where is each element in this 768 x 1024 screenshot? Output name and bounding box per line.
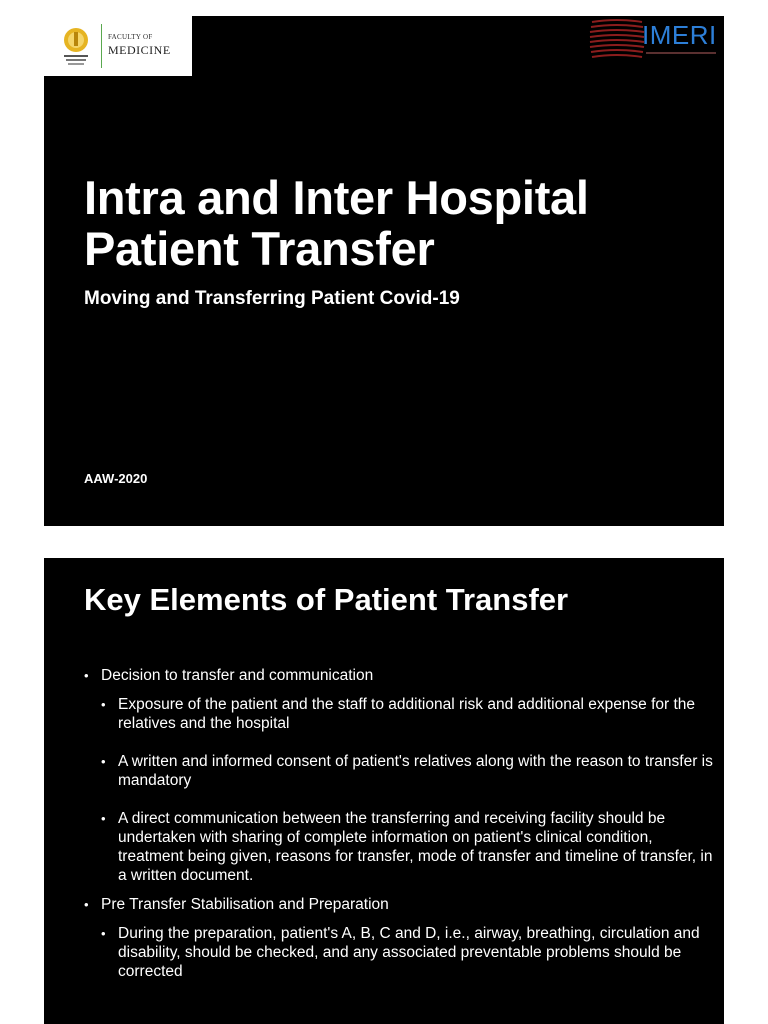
faculty-of-medicine-logo	[44, 16, 192, 76]
logo-faculty-text: FACULTY OF	[108, 33, 153, 41]
slide-subtitle: Moving and Transferring Patient Covid-19	[84, 288, 460, 309]
imeri-logo-text: IMERI	[642, 20, 717, 50]
key-elements-slide	[44, 558, 724, 1024]
slide-heading: Key Elements of Patient Transfer	[84, 582, 569, 617]
imeri-stripes-icon	[588, 18, 646, 60]
sub-bullet-item: • Exposure of the patient and the staff to additional risk and additional expense for the relatives and the hospital	[84, 695, 714, 733]
bullet-list	[84, 666, 714, 981]
bullet-item: • Pre Transfer Stabilisation and Preparation	[84, 895, 714, 914]
sub-bullet-item: • A direct communication between the transferring and receiving facility should be undertaken with sharing of complete information on patient's clinical condition, treatment being given, reasons for transfer, mode of transfer and timeline of transfer, in a written document.	[84, 809, 714, 885]
bullet-item: • Decision to transfer and communication	[84, 666, 714, 685]
sub-bullet-item: • A written and informed consent of patient's relatives along with the reason to transfer is mandatory	[84, 752, 714, 790]
slide-title-line2: Patient Transfer	[84, 222, 435, 275]
slide-title-line1: Intra and Inter Hospital	[84, 171, 589, 224]
slide-title	[84, 172, 589, 274]
imeri-underline	[646, 52, 716, 54]
slide-footer-code: AAW-2020	[84, 471, 148, 486]
title-slide	[44, 16, 724, 526]
imeri-logo	[588, 16, 720, 66]
sub-bullet-item: • During the preparation, patient's A, B, C and D, i.e., airway, breathing, circulation and disability, should be checked, and any associated preventable problems should be corrected	[84, 924, 714, 981]
logo-divider	[101, 24, 102, 68]
logo-medicine-text: MEDICINE	[108, 43, 171, 57]
university-seal-icon	[58, 24, 94, 70]
